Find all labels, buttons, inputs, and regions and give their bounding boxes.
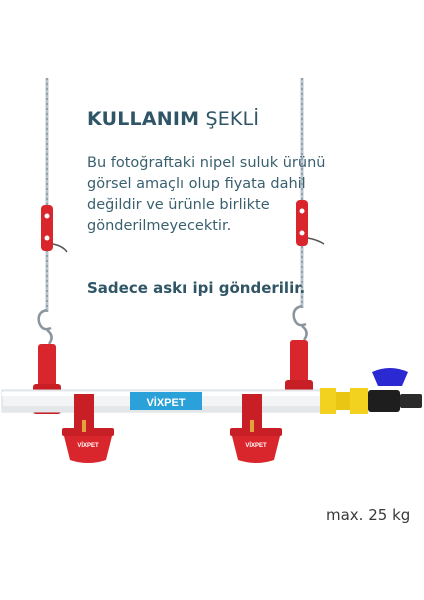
left-cup-brand-label: VİXPET [77, 443, 99, 449]
usage-heading-bold: KULLANIM [87, 108, 200, 130]
max-weight-label: max. 25 kg [326, 506, 411, 524]
blue-valve [368, 368, 422, 412]
right-s-hook [294, 306, 307, 340]
right-cup-brand-label: VİXPET [245, 443, 267, 449]
disclaimer-text: Bu fotoğraftaki nipel suluk ürünü görsel amaçlı olup fiyata dahil değildir ve ürünle birlikte gönderilmeyecektir. [87, 155, 326, 234]
usage-heading [87, 108, 259, 130]
included-items-note: Sadece askı ipi gönderilir. [87, 279, 306, 297]
usage-heading-light: ŞEKLİ [199, 108, 260, 130]
left-s-hook [39, 310, 52, 344]
left-rope-adjuster [41, 205, 67, 252]
yellow-pipe-fittings [320, 388, 368, 414]
pipe-brand-label: VİXPET [146, 397, 186, 409]
